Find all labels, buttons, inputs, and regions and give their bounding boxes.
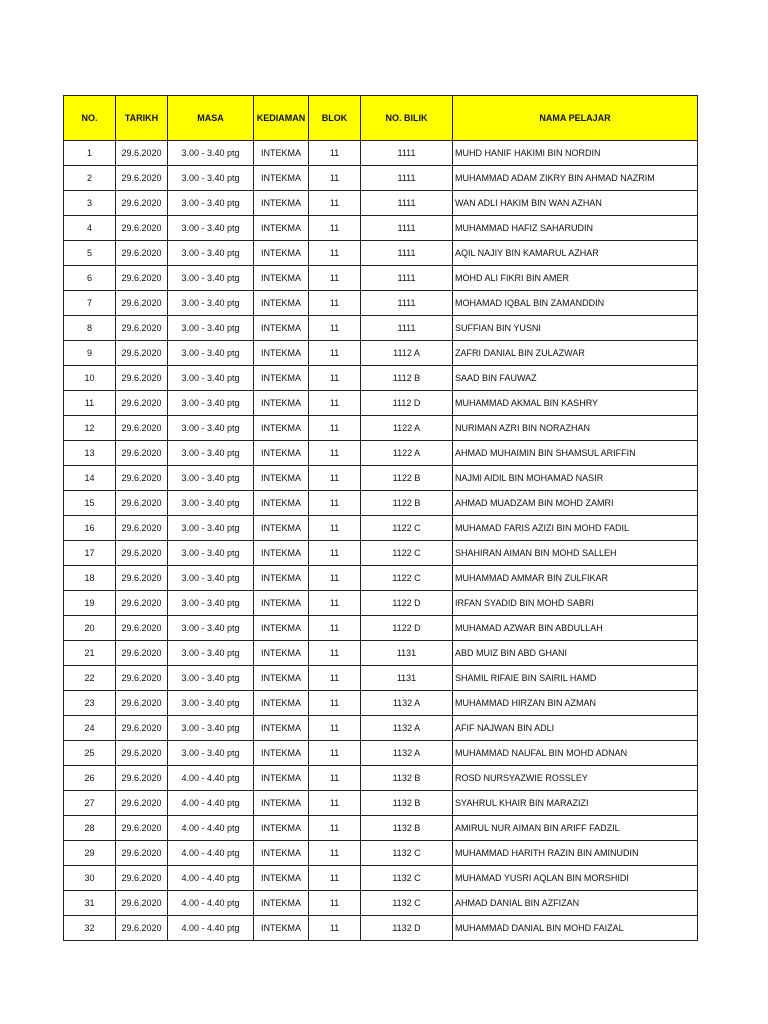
header-blok: BLOK [309, 96, 361, 141]
cell-no: 16 [64, 516, 116, 541]
header-tarikh: TARIKH [116, 96, 168, 141]
cell-no: 21 [64, 641, 116, 666]
cell-no-bilik: 1122 C [361, 541, 453, 566]
header-kediaman: KEDIAMAN [254, 96, 309, 141]
header-masa: MASA [168, 96, 254, 141]
cell-blok: 11 [309, 191, 361, 216]
cell-blok: 11 [309, 866, 361, 891]
cell-no: 29 [64, 841, 116, 866]
cell-blok: 11 [309, 841, 361, 866]
table-row [64, 491, 698, 516]
cell-kediaman: INTEKMA [254, 916, 309, 941]
table-row [64, 391, 698, 416]
table-row [64, 716, 698, 741]
cell-blok: 11 [309, 541, 361, 566]
cell-masa: 3.00 - 3.40 ptg [168, 291, 254, 316]
cell-tarikh: 29.6.2020 [116, 316, 168, 341]
cell-kediaman: INTEKMA [254, 766, 309, 791]
cell-blok: 11 [309, 891, 361, 916]
table-row [64, 416, 698, 441]
cell-tarikh: 29.6.2020 [116, 616, 168, 641]
cell-kediaman: INTEKMA [254, 891, 309, 916]
cell-tarikh: 29.6.2020 [116, 641, 168, 666]
cell-masa: 4.00 - 4.40 ptg [168, 816, 254, 841]
header-no: NO. [64, 96, 116, 141]
cell-no: 22 [64, 666, 116, 691]
cell-blok: 11 [309, 791, 361, 816]
cell-tarikh: 29.6.2020 [116, 816, 168, 841]
cell-masa: 3.00 - 3.40 ptg [168, 216, 254, 241]
cell-tarikh: 29.6.2020 [116, 191, 168, 216]
cell-nama-pelajar: MUHAMMAD HIRZAN BIN AZMAN [453, 691, 698, 716]
cell-no: 30 [64, 866, 116, 891]
table-row [64, 741, 698, 766]
cell-blok: 11 [309, 716, 361, 741]
cell-tarikh: 29.6.2020 [116, 241, 168, 266]
cell-masa: 3.00 - 3.40 ptg [168, 691, 254, 716]
cell-blok: 11 [309, 916, 361, 941]
cell-no-bilik: 1111 [361, 191, 453, 216]
cell-blok: 11 [309, 516, 361, 541]
cell-kediaman: INTEKMA [254, 741, 309, 766]
cell-nama-pelajar: MUHAMAD FARIS AZIZI BIN MOHD FADIL [453, 516, 698, 541]
table-row [64, 466, 698, 491]
cell-blok: 11 [309, 816, 361, 841]
cell-kediaman: INTEKMA [254, 566, 309, 591]
cell-blok: 11 [309, 341, 361, 366]
cell-kediaman: INTEKMA [254, 716, 309, 741]
cell-nama-pelajar: SAAD BIN FAUWAZ [453, 366, 698, 391]
cell-tarikh: 29.6.2020 [116, 866, 168, 891]
cell-no: 1 [64, 141, 116, 166]
cell-blok: 11 [309, 591, 361, 616]
cell-no-bilik: 1122 D [361, 591, 453, 616]
cell-masa: 3.00 - 3.40 ptg [168, 541, 254, 566]
cell-no: 19 [64, 591, 116, 616]
cell-no: 2 [64, 166, 116, 191]
cell-blok: 11 [309, 491, 361, 516]
table-body [64, 141, 698, 941]
cell-nama-pelajar: AMIRUL NUR AIMAN BIN ARIFF FADZIL [453, 816, 698, 841]
cell-kediaman: INTEKMA [254, 491, 309, 516]
cell-tarikh: 29.6.2020 [116, 216, 168, 241]
cell-kediaman: INTEKMA [254, 241, 309, 266]
table-row [64, 566, 698, 591]
cell-no: 18 [64, 566, 116, 591]
cell-no: 31 [64, 891, 116, 916]
cell-masa: 3.00 - 3.40 ptg [168, 166, 254, 191]
cell-no-bilik: 1122 C [361, 516, 453, 541]
cell-kediaman: INTEKMA [254, 341, 309, 366]
cell-kediaman: INTEKMA [254, 166, 309, 191]
table-row [64, 141, 698, 166]
cell-no-bilik: 1131 [361, 666, 453, 691]
cell-tarikh: 29.6.2020 [116, 416, 168, 441]
cell-masa: 3.00 - 3.40 ptg [168, 416, 254, 441]
cell-blok: 11 [309, 691, 361, 716]
cell-no-bilik: 1111 [361, 141, 453, 166]
cell-tarikh: 29.6.2020 [116, 491, 168, 516]
cell-tarikh: 29.6.2020 [116, 791, 168, 816]
cell-tarikh: 29.6.2020 [116, 666, 168, 691]
cell-no-bilik: 1111 [361, 316, 453, 341]
table-row [64, 166, 698, 191]
cell-nama-pelajar: NAJMI AIDIL BIN MOHAMAD NASIR [453, 466, 698, 491]
cell-no: 24 [64, 716, 116, 741]
table-row [64, 516, 698, 541]
table-row [64, 841, 698, 866]
cell-masa: 3.00 - 3.40 ptg [168, 441, 254, 466]
table-row [64, 616, 698, 641]
cell-kediaman: INTEKMA [254, 391, 309, 416]
cell-tarikh: 29.6.2020 [116, 166, 168, 191]
cell-masa: 3.00 - 3.40 ptg [168, 516, 254, 541]
cell-tarikh: 29.6.2020 [116, 466, 168, 491]
cell-no: 20 [64, 616, 116, 641]
cell-tarikh: 29.6.2020 [116, 916, 168, 941]
table-row [64, 241, 698, 266]
cell-masa: 3.00 - 3.40 ptg [168, 141, 254, 166]
cell-nama-pelajar: MUHD HANIF HAKIMI BIN NORDIN [453, 141, 698, 166]
cell-blok: 11 [309, 466, 361, 491]
cell-no-bilik: 1132 D [361, 916, 453, 941]
cell-no-bilik: 1112 A [361, 341, 453, 366]
cell-nama-pelajar: MUHAMMAD AKMAL BIN KASHRY [453, 391, 698, 416]
cell-no-bilik: 1132 C [361, 866, 453, 891]
cell-masa: 3.00 - 3.40 ptg [168, 391, 254, 416]
cell-kediaman: INTEKMA [254, 141, 309, 166]
cell-blok: 11 [309, 291, 361, 316]
cell-no: 17 [64, 541, 116, 566]
cell-tarikh: 29.6.2020 [116, 891, 168, 916]
table-row [64, 591, 698, 616]
cell-kediaman: INTEKMA [254, 416, 309, 441]
cell-tarikh: 29.6.2020 [116, 741, 168, 766]
table-row [64, 641, 698, 666]
table-row [64, 216, 698, 241]
cell-masa: 4.00 - 4.40 ptg [168, 916, 254, 941]
table-row [64, 291, 698, 316]
cell-masa: 3.00 - 3.40 ptg [168, 716, 254, 741]
cell-blok: 11 [309, 141, 361, 166]
cell-kediaman: INTEKMA [254, 866, 309, 891]
cell-blok: 11 [309, 441, 361, 466]
cell-no-bilik: 1122 A [361, 416, 453, 441]
cell-blok: 11 [309, 741, 361, 766]
student-room-table [63, 95, 698, 941]
table-row [64, 866, 698, 891]
cell-nama-pelajar: MOHAMAD IQBAL BIN ZAMANDDIN [453, 291, 698, 316]
cell-no-bilik: 1132 B [361, 766, 453, 791]
cell-tarikh: 29.6.2020 [116, 691, 168, 716]
cell-tarikh: 29.6.2020 [116, 566, 168, 591]
cell-no-bilik: 1111 [361, 266, 453, 291]
cell-masa: 3.00 - 3.40 ptg [168, 491, 254, 516]
cell-no: 5 [64, 241, 116, 266]
cell-tarikh: 29.6.2020 [116, 341, 168, 366]
cell-blok: 11 [309, 266, 361, 291]
table-row [64, 691, 698, 716]
cell-blok: 11 [309, 416, 361, 441]
table-row [64, 266, 698, 291]
cell-blok: 11 [309, 241, 361, 266]
cell-no: 15 [64, 491, 116, 516]
cell-no-bilik: 1111 [361, 241, 453, 266]
cell-blok: 11 [309, 316, 361, 341]
table-row [64, 441, 698, 466]
cell-no-bilik: 1131 [361, 641, 453, 666]
table-row [64, 366, 698, 391]
cell-blok: 11 [309, 666, 361, 691]
cell-blok: 11 [309, 766, 361, 791]
cell-kediaman: INTEKMA [254, 466, 309, 491]
cell-no-bilik: 1112 B [361, 366, 453, 391]
cell-blok: 11 [309, 216, 361, 241]
table-row [64, 666, 698, 691]
cell-masa: 3.00 - 3.40 ptg [168, 341, 254, 366]
cell-masa: 4.00 - 4.40 ptg [168, 891, 254, 916]
cell-masa: 3.00 - 3.40 ptg [168, 741, 254, 766]
cell-masa: 4.00 - 4.40 ptg [168, 791, 254, 816]
cell-nama-pelajar: MUHAMAD YUSRI AQLAN BIN MORSHIDI [453, 866, 698, 891]
cell-kediaman: INTEKMA [254, 641, 309, 666]
cell-no: 27 [64, 791, 116, 816]
cell-nama-pelajar: MUHAMMAD HAFIZ SAHARUDIN [453, 216, 698, 241]
cell-tarikh: 29.6.2020 [116, 266, 168, 291]
cell-no: 28 [64, 816, 116, 841]
cell-tarikh: 29.6.2020 [116, 541, 168, 566]
cell-nama-pelajar: AHMAD MUADZAM BIN MOHD ZAMRI [453, 491, 698, 516]
cell-tarikh: 29.6.2020 [116, 591, 168, 616]
cell-tarikh: 29.6.2020 [116, 441, 168, 466]
cell-tarikh: 29.6.2020 [116, 366, 168, 391]
cell-no: 10 [64, 366, 116, 391]
cell-kediaman: INTEKMA [254, 191, 309, 216]
cell-kediaman: INTEKMA [254, 841, 309, 866]
table-row [64, 191, 698, 216]
cell-kediaman: INTEKMA [254, 691, 309, 716]
cell-tarikh: 29.6.2020 [116, 291, 168, 316]
cell-nama-pelajar: MUHAMMAD AMMAR BIN ZULFIKAR [453, 566, 698, 591]
cell-no: 25 [64, 741, 116, 766]
cell-nama-pelajar: SYAHRUL KHAIR BIN MARAZIZI [453, 791, 698, 816]
cell-nama-pelajar: ZAFRI DANIAL BIN ZULAZWAR [453, 341, 698, 366]
cell-masa: 3.00 - 3.40 ptg [168, 316, 254, 341]
cell-nama-pelajar: ROSD NURSYAZWIE ROSSLEY [453, 766, 698, 791]
cell-nama-pelajar: MUHAMMAD ADAM ZIKRY BIN AHMAD NAZRIM [453, 166, 698, 191]
cell-no-bilik: 1111 [361, 166, 453, 191]
cell-tarikh: 29.6.2020 [116, 766, 168, 791]
cell-no: 7 [64, 291, 116, 316]
header-nama-pelajar: NAMA PELAJAR [453, 96, 698, 141]
cell-no: 3 [64, 191, 116, 216]
cell-masa: 4.00 - 4.40 ptg [168, 866, 254, 891]
cell-no-bilik: 1132 B [361, 816, 453, 841]
cell-kediaman: INTEKMA [254, 516, 309, 541]
cell-nama-pelajar: SUFFIAN BIN YUSNI [453, 316, 698, 341]
cell-no-bilik: 1122 C [361, 566, 453, 591]
cell-nama-pelajar: SHAMIL RIFAIE BIN SAIRIL HAMD [453, 666, 698, 691]
cell-kediaman: INTEKMA [254, 791, 309, 816]
cell-no: 13 [64, 441, 116, 466]
cell-tarikh: 29.6.2020 [116, 141, 168, 166]
cell-tarikh: 29.6.2020 [116, 841, 168, 866]
cell-nama-pelajar: MOHD ALI FIKRI BIN AMER [453, 266, 698, 291]
cell-kediaman: INTEKMA [254, 216, 309, 241]
table-row [64, 791, 698, 816]
cell-blok: 11 [309, 366, 361, 391]
cell-tarikh: 29.6.2020 [116, 391, 168, 416]
cell-nama-pelajar: IRFAN SYADID BIN MOHD SABRI [453, 591, 698, 616]
cell-no: 32 [64, 916, 116, 941]
cell-masa: 3.00 - 3.40 ptg [168, 466, 254, 491]
cell-masa: 3.00 - 3.40 ptg [168, 616, 254, 641]
cell-no: 8 [64, 316, 116, 341]
cell-nama-pelajar: SHAHIRAN AIMAN BIN MOHD SALLEH [453, 541, 698, 566]
cell-blok: 11 [309, 391, 361, 416]
table-row [64, 766, 698, 791]
cell-kediaman: INTEKMA [254, 591, 309, 616]
cell-masa: 3.00 - 3.40 ptg [168, 266, 254, 291]
cell-tarikh: 29.6.2020 [116, 716, 168, 741]
table-row [64, 316, 698, 341]
cell-nama-pelajar: WAN ADLI HAKIM BIN WAN AZHAN [453, 191, 698, 216]
cell-no-bilik: 1132 A [361, 741, 453, 766]
cell-no: 11 [64, 391, 116, 416]
cell-no: 6 [64, 266, 116, 291]
table-row [64, 541, 698, 566]
cell-blok: 11 [309, 616, 361, 641]
table-row [64, 916, 698, 941]
cell-blok: 11 [309, 641, 361, 666]
cell-kediaman: INTEKMA [254, 291, 309, 316]
cell-no: 14 [64, 466, 116, 491]
cell-masa: 3.00 - 3.40 ptg [168, 191, 254, 216]
table-row [64, 341, 698, 366]
cell-masa: 3.00 - 3.40 ptg [168, 566, 254, 591]
table-header [64, 96, 698, 141]
cell-no: 4 [64, 216, 116, 241]
cell-masa: 3.00 - 3.40 ptg [168, 241, 254, 266]
cell-no: 12 [64, 416, 116, 441]
cell-no-bilik: 1122 B [361, 491, 453, 516]
header-no-bilik: NO. BILIK [361, 96, 453, 141]
cell-kediaman: INTEKMA [254, 816, 309, 841]
cell-masa: 3.00 - 3.40 ptg [168, 591, 254, 616]
cell-no-bilik: 1132 C [361, 841, 453, 866]
cell-nama-pelajar: MUHAMMAD DANIAL BIN MOHD FAIZAL [453, 916, 698, 941]
cell-blok: 11 [309, 566, 361, 591]
cell-masa: 4.00 - 4.40 ptg [168, 766, 254, 791]
cell-no-bilik: 1112 D [361, 391, 453, 416]
cell-kediaman: INTEKMA [254, 316, 309, 341]
cell-nama-pelajar: AHMAD MUHAIMIN BIN SHAMSUL ARIFFIN [453, 441, 698, 466]
cell-no-bilik: 1122 B [361, 466, 453, 491]
cell-kediaman: INTEKMA [254, 441, 309, 466]
header-row [64, 96, 698, 141]
cell-nama-pelajar: MUHAMMAD NAUFAL BIN MOHD ADNAN [453, 741, 698, 766]
cell-kediaman: INTEKMA [254, 541, 309, 566]
cell-masa: 3.00 - 3.40 ptg [168, 641, 254, 666]
cell-kediaman: INTEKMA [254, 366, 309, 391]
cell-nama-pelajar: NURIMAN AZRI BIN NORAZHAN [453, 416, 698, 441]
cell-no: 23 [64, 691, 116, 716]
cell-no: 26 [64, 766, 116, 791]
table-row [64, 816, 698, 841]
cell-kediaman: INTEKMA [254, 666, 309, 691]
cell-no-bilik: 1111 [361, 216, 453, 241]
cell-no-bilik: 1132 B [361, 791, 453, 816]
cell-kediaman: INTEKMA [254, 616, 309, 641]
cell-no-bilik: 1122 D [361, 616, 453, 641]
cell-nama-pelajar: AQIL NAJIY BIN KAMARUL AZHAR [453, 241, 698, 266]
cell-kediaman: INTEKMA [254, 266, 309, 291]
cell-no: 9 [64, 341, 116, 366]
cell-nama-pelajar: MUHAMAD AZWAR BIN ABDULLAH [453, 616, 698, 641]
cell-masa: 3.00 - 3.40 ptg [168, 666, 254, 691]
cell-nama-pelajar: ABD MUIZ BIN ABD GHANI [453, 641, 698, 666]
cell-nama-pelajar: AHMAD DANIAL BIN AZFIZAN [453, 891, 698, 916]
cell-masa: 4.00 - 4.40 ptg [168, 841, 254, 866]
cell-no-bilik: 1132 C [361, 891, 453, 916]
cell-nama-pelajar: AFIF NAJWAN BIN ADLI [453, 716, 698, 741]
cell-tarikh: 29.6.2020 [116, 516, 168, 541]
cell-masa: 3.00 - 3.40 ptg [168, 366, 254, 391]
cell-no-bilik: 1132 A [361, 691, 453, 716]
cell-no-bilik: 1132 A [361, 716, 453, 741]
cell-no-bilik: 1111 [361, 291, 453, 316]
cell-no-bilik: 1122 A [361, 441, 453, 466]
cell-blok: 11 [309, 166, 361, 191]
table-row [64, 891, 698, 916]
cell-nama-pelajar: MUHAMMAD HARITH RAZIN BIN AMINUDIN [453, 841, 698, 866]
